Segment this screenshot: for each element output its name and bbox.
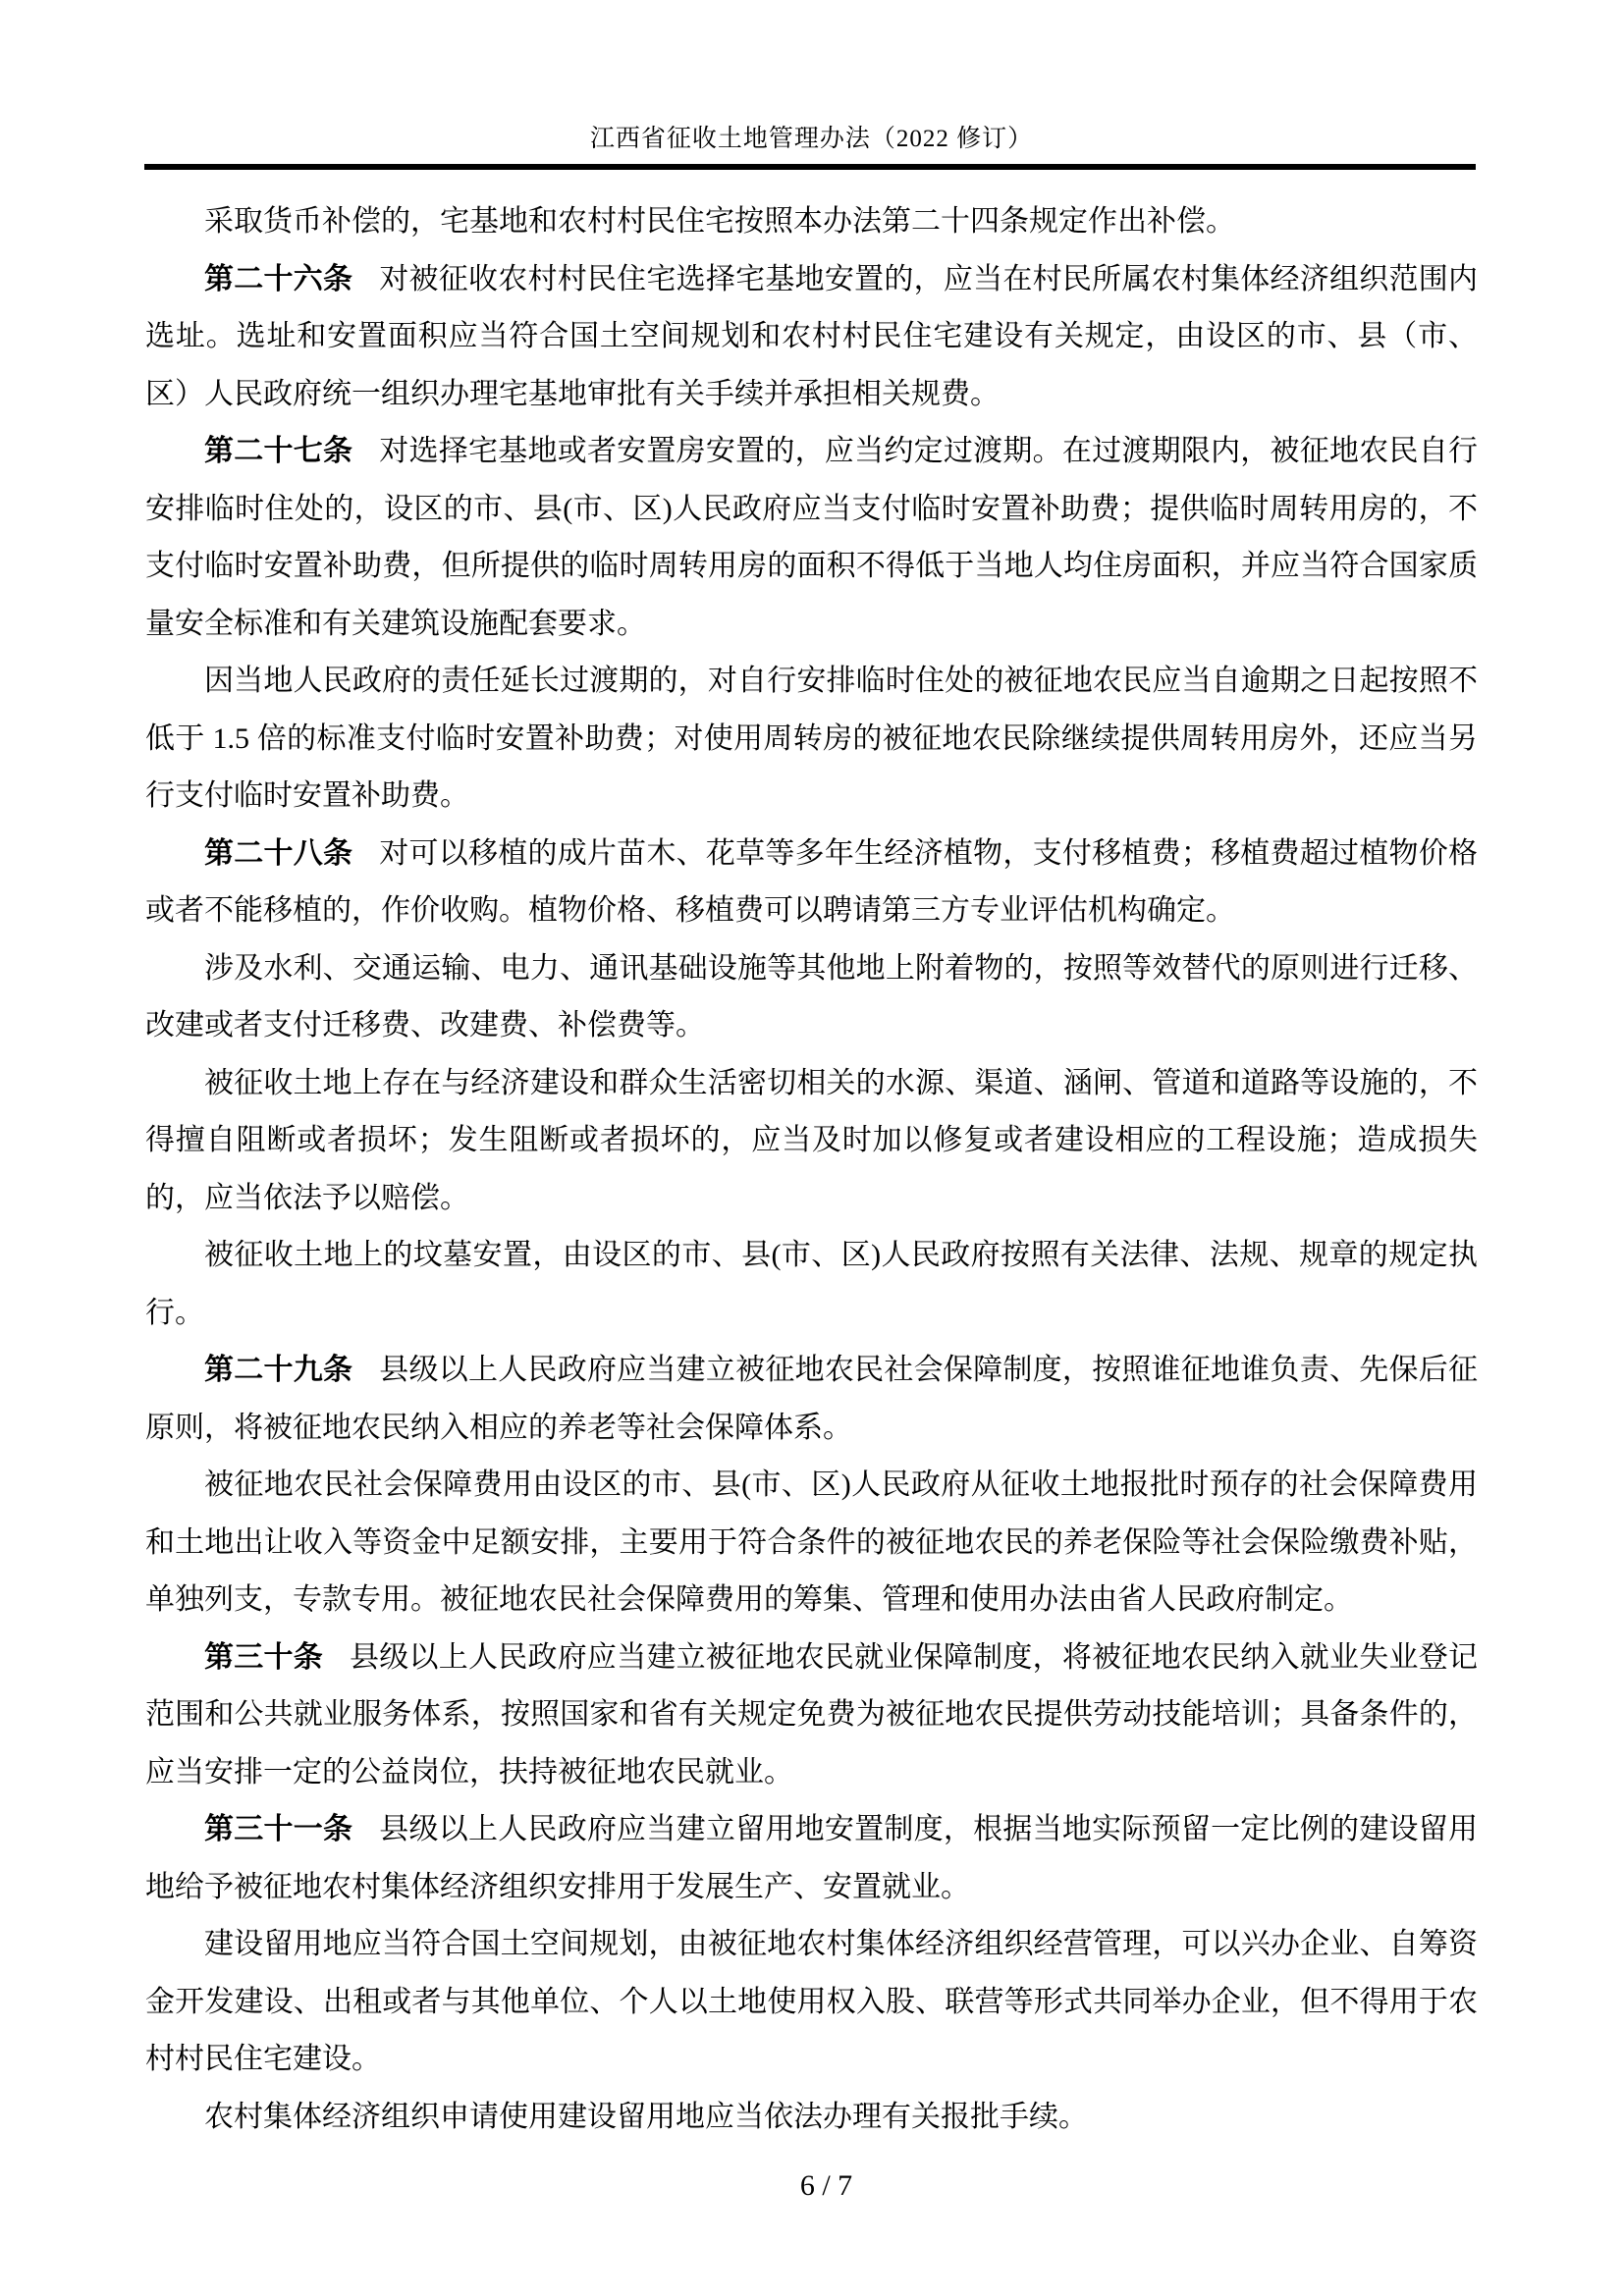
page-number: 6 / 7 bbox=[799, 2169, 853, 2202]
article-number: 第三十一条 bbox=[204, 1813, 353, 1845]
paragraph bbox=[145, 423, 1478, 653]
paragraph-text: 采取货币补偿的，宅基地和农村村民住宅按照本办法第二十四条规定作出补偿。 bbox=[204, 205, 1235, 238]
document-body bbox=[145, 193, 1478, 2146]
paragraph-text: 农村集体经济组织申请使用建设留用地应当依法办理有关报批手续。 bbox=[204, 2100, 1088, 2133]
article-number: 第二十七条 bbox=[204, 435, 353, 467]
page-footer bbox=[0, 2136, 1623, 2236]
article-number: 第三十条 bbox=[204, 1640, 323, 1674]
paragraph bbox=[145, 826, 1478, 940]
header-rule bbox=[144, 164, 1476, 170]
paragraph-text: 对选择宅基地或者安置房安置的，应当约定过渡期。在过渡期限内，被征地农民自行安排临时住处的，设区的市、县(市、区)人民政府应当支付临时安置补助费；提供临时周转用房的，不支付临时安置补助费，但所提供的临时周转用房的面积不得低于当地人均住房面积，并应当符合国家质量安全标准和有关建筑设施配套要求。 bbox=[145, 435, 1479, 640]
page-header-title: 江西省征收土地管理办法（2022 修订） bbox=[589, 126, 1034, 152]
paragraph-text: 被征收土地上存在与经济建设和群众生活密切相关的水源、渠道、涵闸、管道和道路等设施的，不得擅自阻断或者损坏；发生阻断或者损坏的，应当及时加以修复或者建设相应的工程设施；造成损失的，应当依法予以赔偿。 bbox=[145, 1066, 1478, 1214]
paragraph-text: 县级以上人民政府应当建立被征地农民就业保障制度，将被征地农民纳入就业失业登记范围和公共就业服务体系，按照国家和省有关规定免费为被征地农民提供劳动技能培训；具备条件的，应当安排一定的公益岗位，扶持被征地农民就业。 bbox=[145, 1640, 1479, 1789]
paragraph-text: 被征收土地上的坟墓安置，由设区的市、县(市、区)人民政府按照有关法律、法规、规章的规定执行。 bbox=[145, 1239, 1478, 1329]
paragraph-text: 建设留用地应当符合国土空间规划，由被征地农村集体经济组织经营管理，可以兴办企业、自筹资金开发建设、出租或者与其他单位、个人以土地使用权入股、联营等形式共同举办企业，但不得用于农村村民住宅建设。 bbox=[145, 1928, 1478, 2075]
paragraph bbox=[145, 1227, 1478, 1342]
paragraph-text: 对可以移植的成片苗木、花草等多年生经济植物，支付移植费；移植费超过植物价格或者不能移植的，作价收购。植物价格、移植费可以聘请第三方专业评估机构确定。 bbox=[145, 836, 1479, 927]
article-number: 第二十八条 bbox=[204, 836, 353, 870]
paragraph bbox=[145, 1457, 1478, 1629]
paragraph bbox=[145, 1629, 1478, 1802]
paragraph bbox=[145, 1801, 1478, 1916]
paragraph bbox=[145, 1916, 1478, 2089]
paragraph-text: 因当地人民政府的责任延长过渡期的，对自行安排临时住处的被征地农民应当自逾期之日起按照不低于 1.5 倍的标准支付临时安置补助费；对使用周转房的被征地农民除继续提供周转用房外，还应当另行支付临时安置补助费。 bbox=[145, 665, 1478, 812]
paragraph-text: 对被征收农村村民住宅选择宅基地安置的，应当在村民所属农村集体经济组织范围内选址。选址和安置面积应当符合国土空间规划和农村村民住宅建设有关规定，由设区的市、县（市、区）人民政府统一组织办理宅基地审批有关手续并承担相关规费。 bbox=[145, 262, 1479, 410]
paragraph bbox=[145, 940, 1478, 1055]
paragraph bbox=[145, 1342, 1478, 1457]
article-number: 第二十九条 bbox=[204, 1354, 353, 1386]
paragraph bbox=[145, 653, 1478, 826]
paragraph-text: 县级以上人民政府应当建立被征地农民社会保障制度，按照谁征地谁负责、先保后征原则，将被征地农民纳入相应的养老等社会保障体系。 bbox=[145, 1354, 1479, 1444]
paragraph-text: 涉及水利、交通运输、电力、通讯基础设施等其他地上附着物的，按照等效替代的原则进行迁移、改建或者支付迁移费、改建费、补偿费等。 bbox=[145, 951, 1478, 1041]
paragraph-text: 被征地农民社会保障费用由设区的市、县(市、区)人民政府从征收土地报批时预存的社会保障费用和土地出让收入等资金中足额安排，主要用于符合条件的被征地农民的养老保险等社会保险缴费补贴，单独列支，专款专用。被征地农民社会保障费用的筹集、管理和使用办法由省人民政府制定。 bbox=[145, 1468, 1478, 1616]
paragraph bbox=[145, 1055, 1478, 1228]
paragraph bbox=[145, 251, 1478, 424]
paragraph bbox=[145, 193, 1478, 251]
article-number: 第二十六条 bbox=[204, 262, 353, 295]
paragraph-text: 县级以上人民政府应当建立留用地安置制度，根据当地实际预留一定比例的建设留用地给予被征地农村集体经济组织安排用于发展生产、安置就业。 bbox=[145, 1813, 1479, 1903]
